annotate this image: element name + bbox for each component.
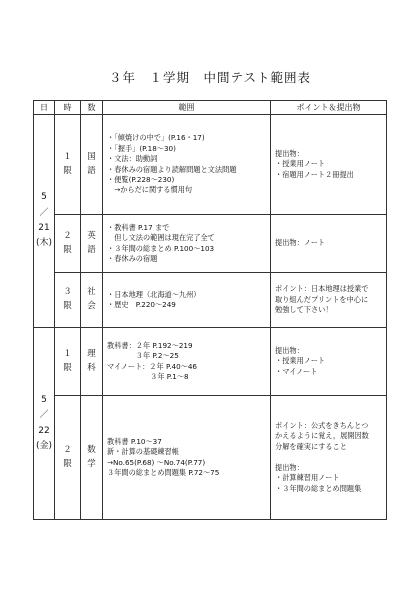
- subject-text: 英: [87, 230, 96, 241]
- period-cell: [55, 328, 81, 396]
- period-cell: [55, 273, 81, 328]
- range-line: 但し文法の範囲は現在完了全て: [107, 233, 215, 243]
- points-line: かえるように覚え，展開因数: [275, 431, 369, 441]
- range-line: ・教科書 P.17 まで: [107, 222, 170, 232]
- range-line: ・歴史 P.220〜249: [107, 300, 176, 309]
- subject-cell: [81, 115, 103, 215]
- points-line: ・宿題用ノート２冊提出: [275, 169, 354, 179]
- period-cell: [55, 215, 81, 273]
- date-text: 21: [38, 223, 50, 233]
- range-line: ３年 P.2〜25: [107, 351, 179, 361]
- period-cell: [55, 396, 81, 520]
- points-cell: [271, 215, 387, 273]
- points-cell: [271, 328, 387, 396]
- period-text: ２: [63, 444, 72, 455]
- date-text: 5: [41, 192, 47, 203]
- subject-cell: [81, 396, 103, 520]
- table-row: [34, 215, 387, 273]
- range-line: マイノート：２年 P.40〜46: [107, 361, 197, 371]
- points-line: ポイント：公式をきちんとつ: [275, 420, 369, 430]
- exam-range-table: [33, 100, 387, 520]
- period-cell: [55, 115, 81, 215]
- range-line: 教科書：２年 P.192〜219: [107, 340, 193, 350]
- header-period: 時: [55, 101, 81, 115]
- range-line: ３年 P.1〜8: [107, 371, 189, 381]
- range-cell: [103, 215, 271, 273]
- date-text: 5: [41, 394, 47, 405]
- points-cell: [271, 273, 387, 328]
- range-line: ・「傾焼けの中で」(P.16・17): [107, 133, 205, 143]
- range-line: ・「握手」(P.18〜30): [107, 143, 176, 153]
- points-line: 勉強して下さい！: [275, 305, 333, 315]
- points-line: ・マイノート: [275, 366, 318, 376]
- range-line: 新・計算の基礎練習帳: [107, 447, 179, 457]
- subject-cell: [81, 273, 103, 328]
- points-line: 提出物：: [275, 345, 304, 355]
- header-date: 日: [34, 101, 55, 115]
- range-line: ・日本地理（北海道〜九州）: [107, 289, 201, 299]
- period-text: １: [63, 151, 72, 162]
- header-row: [34, 101, 387, 115]
- points-line: ポイント：日本地理は授業で: [275, 284, 369, 294]
- header-points: ポイント＆提出物: [271, 101, 387, 115]
- header-range: 範囲: [103, 101, 271, 115]
- period-text: 限: [63, 458, 72, 469]
- subject-cell: [81, 215, 103, 273]
- date-text: 22: [38, 425, 50, 436]
- range-line: ３年間の総まとめ問題集 P.72〜75: [107, 467, 220, 477]
- date-text: ／: [39, 207, 49, 218]
- subject-text: 社: [87, 287, 96, 298]
- points-cell: [271, 396, 387, 520]
- period-text: ３: [63, 287, 72, 298]
- table-row: [34, 273, 387, 328]
- period-text: 限: [63, 165, 72, 176]
- date-cell: [34, 328, 55, 520]
- table-row: [34, 115, 387, 215]
- points-line: 提出物：: [275, 462, 304, 472]
- subject-text: 国: [87, 151, 96, 162]
- range-line: ・便覧(P.228〜230): [107, 174, 175, 184]
- points-line: ・計算練習用ノート: [275, 473, 340, 483]
- points-line: [275, 452, 382, 462]
- period-text: ２: [63, 230, 72, 241]
- points-line: 取り組んだプリントを中心に: [275, 294, 369, 304]
- subject-cell: [81, 328, 103, 396]
- subject-text: 数: [87, 444, 96, 455]
- period-text: 限: [63, 244, 72, 255]
- period-text: 限: [63, 301, 72, 311]
- points-line: 分解を確実にすること: [275, 441, 347, 451]
- range-line: →No.65(P.68) 〜No.74(P.77): [107, 457, 206, 467]
- period-text: １: [63, 348, 72, 359]
- date-cell: [34, 115, 55, 328]
- range-cell: [103, 273, 271, 328]
- date-text: (金): [35, 440, 53, 451]
- range-line: ・文法：助動詞: [107, 154, 158, 164]
- date-text: ／: [39, 410, 49, 421]
- subject-text: 会: [87, 301, 96, 311]
- subject-text: 科: [87, 362, 96, 373]
- subject-text: 理: [87, 348, 96, 359]
- range-line: 教科書 P.10〜37: [107, 436, 162, 446]
- range-line: →からだに関する慣用句: [107, 185, 193, 195]
- subject-text: 語: [87, 165, 96, 176]
- range-cell: [103, 115, 271, 215]
- range-cell: [103, 328, 271, 396]
- range-line: ・３年間の総まとめ P.100〜103: [107, 243, 215, 253]
- subject-text: 学: [87, 458, 96, 469]
- points-cell: [271, 115, 387, 215]
- page-title: ３年 １学期 中間テスト範囲表: [108, 70, 311, 85]
- points-line: ・授業用ノート: [275, 159, 326, 169]
- points-line: 提出物：: [275, 148, 304, 158]
- table-row: [34, 328, 387, 396]
- subject-text: 語: [87, 244, 96, 255]
- period-text: 限: [63, 362, 72, 373]
- table-row: [34, 396, 387, 520]
- range-line: ・春休みの宿題より読解問題と文法問題: [107, 164, 237, 174]
- header-subject: 数: [81, 101, 103, 115]
- range-cell: [103, 396, 271, 520]
- date-text: (木): [35, 238, 53, 249]
- range-line: ・春休みの宿題: [107, 253, 158, 263]
- points-line: ・授業用ノート: [275, 356, 326, 366]
- points-line: 提出物：ノート: [275, 238, 326, 248]
- points-line: ・３年間の総まとめ問題集: [275, 483, 362, 493]
